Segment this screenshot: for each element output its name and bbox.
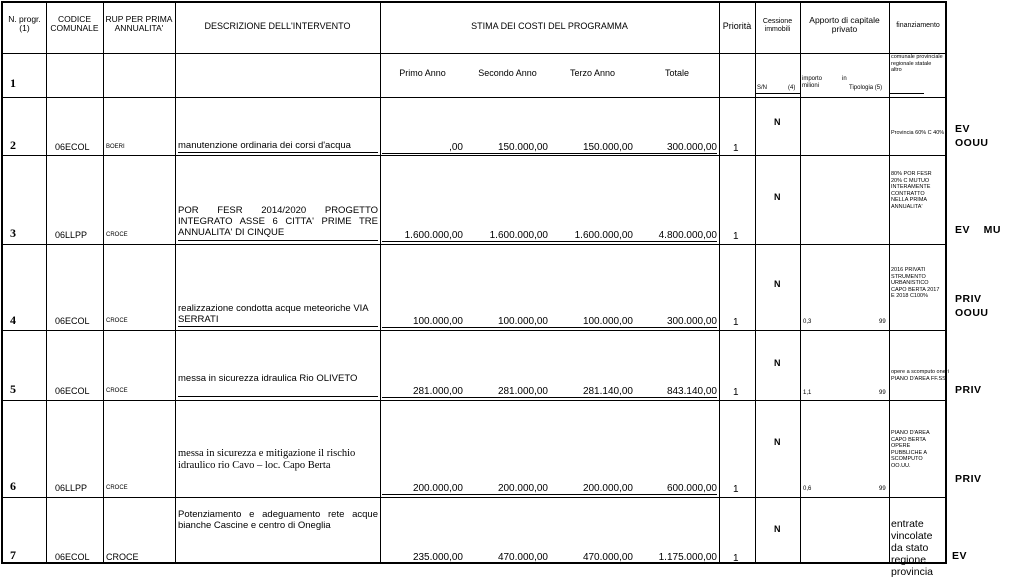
apporto-importo: 0,6	[803, 486, 812, 492]
grid-line	[3, 53, 945, 54]
grid-line	[719, 3, 720, 562]
finanziamento-value: 2016 PRIVATI STRUMENTO URBANISTICO CAPO BERTA 2017 E 2018 C100%	[891, 267, 940, 300]
priorita-value: 1	[733, 143, 739, 154]
apporto-tipologia: 99	[879, 319, 886, 325]
rup-name: CROCE	[106, 388, 128, 394]
rup-name: BOERI	[106, 144, 125, 150]
grid-line	[46, 3, 47, 562]
cost-totale: 300.000,00	[666, 316, 717, 327]
codice-comunale: 06LLPP	[55, 483, 88, 493]
header-nprog: N. progr. (1)	[8, 14, 41, 34]
cost-terzo-anno: 150.000,00	[582, 142, 633, 153]
codice-comunale: 06ECOL	[55, 316, 90, 326]
cost-primo-anno: ,00	[449, 142, 463, 153]
intervento-description: realizzazione condotta acque meteoriche VIA SERRATI	[178, 303, 369, 325]
cessione-value: N	[774, 192, 781, 202]
underline	[178, 396, 378, 397]
subheader-importo-in: in	[842, 76, 847, 82]
cost-totale: 600.000,00	[666, 483, 717, 494]
cost-totale: 4.800.000,00	[658, 230, 717, 241]
grid-line	[755, 3, 756, 562]
grid-line	[103, 3, 104, 562]
grid-line	[175, 3, 176, 562]
rup-name: CROCE	[106, 485, 128, 491]
row-number: 5	[10, 382, 16, 396]
header-descrizione: DESCRIZIONE DELL'INTERVENTO	[204, 21, 351, 31]
intervento-description: manutenzione ordinaria dei corsi d'acqua	[178, 140, 351, 151]
header-codice: CODICE COMUNALE	[50, 14, 99, 34]
row-number: 6	[10, 479, 16, 493]
cost-terzo-anno: 200.000,00	[582, 483, 633, 494]
cost-secondo-anno: 150.000,00	[497, 142, 548, 153]
priorita-value: 1	[733, 553, 739, 564]
grid-line	[889, 3, 890, 562]
cost-totale: 300.000,00	[666, 142, 717, 153]
intervento-description: messa in sicurezza idraulica Rio OLIVETO	[178, 373, 358, 384]
rup-name: CROCE	[106, 552, 139, 562]
grid-line	[380, 3, 381, 562]
cost-terzo-anno: 1.600.000,00	[574, 230, 633, 241]
finanziamento-value: Provincia 60% C 40%	[891, 130, 945, 136]
codice-comunale: 06ECOL	[55, 386, 90, 396]
priorita-value: 1	[733, 317, 739, 328]
rup-name: CROCE	[106, 232, 128, 238]
header-rup: RUP PER PRIMA ANNUALITA'	[105, 14, 173, 34]
intervento-description: Potenziamento e adeguamento rete acque bianche Cascine e centro di Oneglia	[178, 509, 378, 531]
cost-primo-anno: 200.000,00	[412, 483, 463, 494]
priorita-value: 1	[733, 231, 739, 242]
underline	[382, 494, 717, 495]
codice-comunale: 06ECOL	[55, 552, 90, 562]
cost-secondo-anno: 281.000,00	[497, 386, 548, 397]
cessione-value: N	[774, 524, 781, 534]
cost-secondo-anno: 200.000,00	[497, 483, 548, 494]
underline	[382, 153, 717, 154]
cost-terzo-anno: 281.140,00	[582, 386, 633, 397]
apporto-importo: 1,1	[803, 390, 812, 396]
annotation-row-5: PRIV	[955, 384, 982, 396]
cost-secondo-anno: 470.000,00	[497, 552, 548, 563]
subheader-fin-sources: comunale provinciale regionale statale altro	[891, 54, 943, 74]
grid-line	[3, 155, 945, 156]
subheader-terzo-anno: Terzo Anno	[569, 68, 616, 78]
program-table	[1, 1, 949, 579]
finanziamento-value: PIANO D'AREA CAPO BERTA OPERE PUBBLICHE A SCOMPUTO OO.UU.	[891, 430, 930, 469]
row-number: 2	[10, 138, 16, 152]
cost-secondo-anno: 100.000,00	[497, 316, 548, 327]
apporto-importo: 0,3	[803, 319, 812, 325]
cost-primo-anno: 281.000,00	[412, 386, 463, 397]
underline	[382, 397, 717, 398]
finanziamento-value: 80% POR FESR 20% C MUTUO INTERAMENTE CONTRATTO NELLA PRIMA ANNUALITA'	[891, 171, 932, 210]
grid-line	[800, 3, 801, 562]
grid-line	[3, 400, 945, 401]
rup-name: CROCE	[106, 318, 128, 324]
row-number: 7	[10, 548, 16, 562]
subheader-sn-note: (4)	[788, 85, 796, 91]
underline	[178, 326, 378, 327]
underline	[382, 327, 717, 328]
header-stima: STIMA DEI COSTI DEL PROGRAMMA	[471, 21, 628, 31]
row-number: 3	[10, 226, 16, 240]
grid-line	[3, 497, 945, 498]
finanziamento-value: entrate vincolate da stato regione provincia	[891, 518, 934, 579]
underline	[178, 152, 378, 153]
cost-totale: 1.175.000,00	[658, 552, 717, 563]
grid-line	[3, 330, 945, 331]
subheader-sn: S/N	[757, 85, 768, 91]
annotation-row-4: PRIV OOUU	[955, 293, 989, 319]
header-priorita: Priorità	[722, 21, 752, 31]
cessione-value: N	[774, 279, 781, 289]
cessione-value: N	[774, 117, 781, 127]
header-apporto: Apporto di capitale privato	[809, 15, 880, 35]
annotation-row-2: EV OOUU	[955, 123, 989, 149]
row-number: 4	[10, 313, 16, 327]
cost-primo-anno: 1.600.000,00	[404, 230, 463, 241]
cessione-value: N	[774, 437, 781, 447]
annotation-row-3: EV MU	[955, 224, 1002, 236]
subheader-secondo-anno: Secondo Anno	[478, 68, 537, 78]
cost-secondo-anno: 1.600.000,00	[489, 230, 548, 241]
header-finanziamento: finanziamento	[896, 22, 940, 29]
underline	[178, 240, 378, 241]
priorita-value: 1	[733, 484, 739, 495]
annotation-row-6: PRIV	[955, 473, 982, 485]
row-number: 1	[10, 76, 16, 90]
cost-primo-anno: 235.000,00	[412, 552, 463, 563]
header-cessione: Cessione immobili	[762, 18, 793, 33]
intervento-description: POR FESR 2014/2020 PROGETTO INTEGRATO ASSE 6 CITTA' PRIME TRE ANNUALITA' DI CINQUE	[178, 205, 378, 238]
cost-primo-anno: 100.000,00	[412, 316, 463, 327]
cessione-value: N	[774, 358, 781, 368]
subheader-tipologia: Tipologia (5)	[849, 85, 883, 91]
apporto-tipologia: 99	[879, 390, 886, 396]
underline	[756, 93, 800, 94]
priorita-value: 1	[733, 387, 739, 398]
apporto-tipologia: 99	[879, 486, 886, 492]
codice-comunale: 06LLPP	[55, 230, 88, 240]
finanziamento-value: opere a scomputo oneri PIANO D'AREA FF.SS.	[891, 369, 949, 382]
subheader-importo: importo	[802, 76, 823, 82]
subheader-totale: Totale	[664, 68, 690, 78]
subheader-milioni: milioni	[802, 83, 820, 89]
annotation-row-7: EV	[952, 550, 968, 562]
cost-terzo-anno: 470.000,00	[582, 552, 633, 563]
subheader-primo-anno: Primo Anno	[399, 68, 446, 78]
intervento-description: messa in sicurezza e mitigazione il rischio idraulico rio Cavo – loc. Capo Berta	[178, 448, 356, 472]
grid-line	[3, 97, 945, 98]
cost-totale: 843.140,00	[666, 386, 717, 397]
underline	[890, 93, 924, 94]
cost-terzo-anno: 100.000,00	[582, 316, 633, 327]
grid-line	[3, 244, 945, 245]
underline	[382, 241, 717, 242]
codice-comunale: 06ECOL	[55, 142, 90, 152]
